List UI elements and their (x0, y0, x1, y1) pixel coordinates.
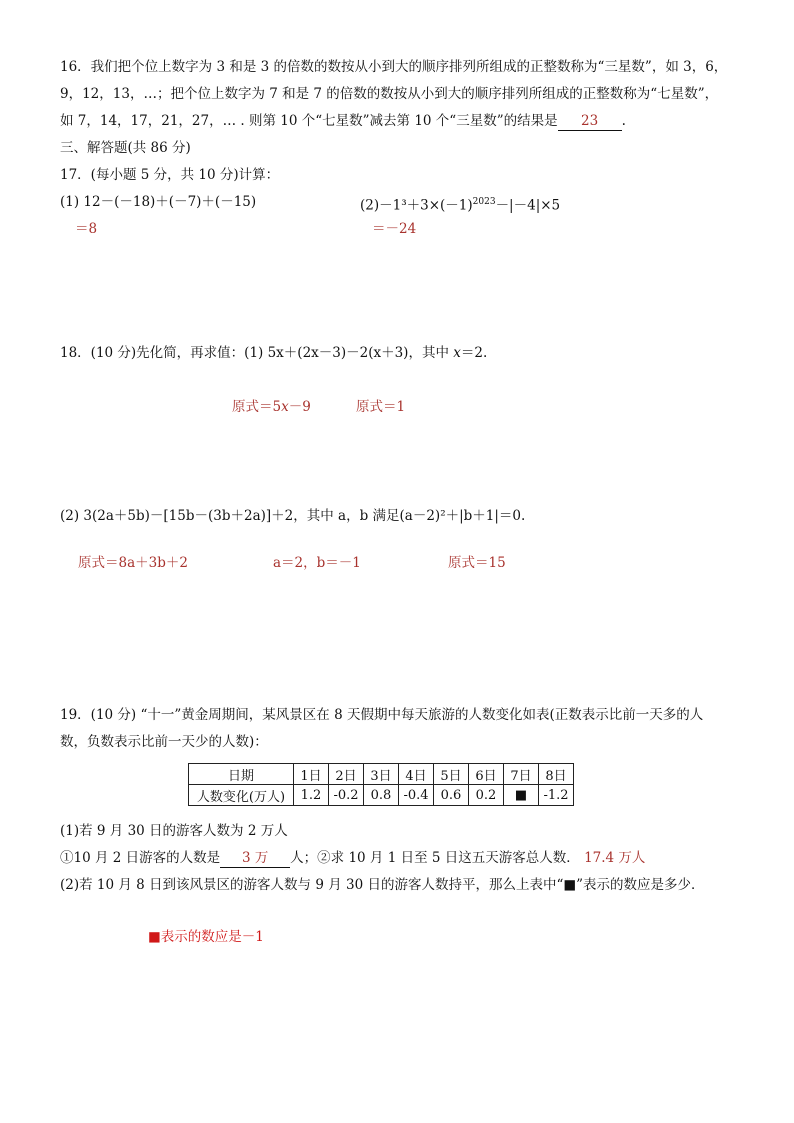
table-day: 5日 (434, 764, 469, 785)
visitor-change-table (188, 763, 574, 806)
q18-part2-answer1: 原式＝8a＋3b＋2 (78, 555, 188, 571)
q19-sub1-questions (60, 849, 645, 868)
table-value: 0.8 (364, 785, 399, 806)
q18-part2-answer2: a＝2，b＝－1 (273, 555, 361, 571)
q16-line2: 9，12，13，…；把个位上数字为 7 和是 7 的倍数的数按从小到大的顺序排列所组成的正整数称为“七星数”， (60, 86, 719, 102)
q18-header-end: ＝2. (460, 345, 488, 361)
q17-part1: (1) 12－(－18)＋(－7)＋(－15) (60, 194, 257, 210)
q16-answer-blank: 23 (558, 112, 622, 131)
q19-sub2: (2)若 10 月 8 日到该风景区的游客人数与 9 月 30 日的游客人数持平，那么上表中“■”表示的数应是多少． (60, 877, 705, 893)
table-value: 0.2 (469, 785, 504, 806)
table-day: 6日 (469, 764, 504, 785)
q18-header-text: 18．(10 分)先化简，再求值：(1) 5x＋(2x－3)－2(x＋3)，其中 (60, 345, 449, 361)
table-header-label: 日期 (189, 764, 294, 785)
q19-sub1: (1)若 9 月 30 日的游客人数为 2 万人 (60, 823, 288, 839)
section-title: 三、解答题(共 86 分) (60, 140, 191, 156)
table-day: 7日 (504, 764, 539, 785)
table-day: 1日 (294, 764, 329, 785)
q18-answer2: 原式＝1 (356, 399, 406, 415)
table-row (189, 764, 574, 785)
q19-line1: 19．(10 分) “十一”黄金周期间，某风景区在 8 天假期中每天旅游的人数变化如表(正数表示比前一天多的人 (60, 707, 704, 723)
table-value: -0.4 (399, 785, 434, 806)
table-row (189, 785, 574, 806)
table-value-unknown: ■ (504, 785, 539, 806)
table-day: 2日 (329, 764, 364, 785)
q17-part2-text: (2)－1³＋3×(－1) (360, 197, 473, 214)
q19-line2: 数，负数表示比前一天少的人数)： (60, 734, 268, 750)
q16-line3-text: 如 7，14，17，21，27，… . 则第 10 个“七星数”减去第 10 个“三星数”的结果是 (60, 113, 558, 129)
q17-part1-answer: ＝8 (75, 221, 98, 237)
q19-sub1b-answer: 17.4 万人 (584, 850, 646, 866)
table-value: -0.2 (329, 785, 364, 806)
q19-sub1a-text: ①10 月 2 日游客的人数是 (60, 850, 221, 866)
table-day: 8日 (539, 764, 574, 785)
table-value: 1.2 (294, 785, 329, 806)
q19-sub1a-answer-blank: 3 万 (220, 849, 290, 868)
q19-sub2-answer: ■表示的数应是－1 (148, 929, 264, 945)
q18-answer1-text: 原式＝5 (232, 399, 282, 415)
table-value: 0.6 (434, 785, 469, 806)
table-day: 3日 (364, 764, 399, 785)
q17-part2-answer: ＝－24 (372, 221, 417, 237)
q16-line1: 16．我们把个位上数字为 3 和是 3 的倍数的数按从小到大的顺序排列所组成的正整数称为“三星数”，如 3，6， (60, 59, 728, 75)
q18-header (60, 344, 487, 362)
q18-answer1-end: －9 (288, 399, 311, 415)
table-row-label: 人数变化(万人) (189, 785, 294, 806)
table-value: -1.2 (539, 785, 574, 806)
q19-sub1b-text: 人；②求 10 月 1 日至 5 日这五天游客总人数． (290, 850, 580, 866)
table-day: 4日 (399, 764, 434, 785)
q18-answer1-var: x (281, 399, 289, 415)
q18-answer1 (232, 398, 311, 416)
q17-part2-exponent: 2023 (472, 197, 496, 207)
q18-part2-answer3: 原式＝15 (448, 555, 506, 571)
q16-line3-end: . (621, 113, 626, 129)
q16-line3 (60, 112, 626, 131)
q17-part2 (360, 193, 560, 215)
q17-part2-text-end: －|－4|×5 (495, 197, 561, 214)
q18-part2: (2) 3(2a＋5b)－[15b－(3b＋2a)]＋2，其中 a，b 满足(a－2)²＋|b＋1|＝0. (60, 508, 526, 524)
q18-header-var: x (453, 345, 461, 361)
q17-header: 17．(每小题 5 分，共 10 分)计算： (60, 167, 280, 183)
